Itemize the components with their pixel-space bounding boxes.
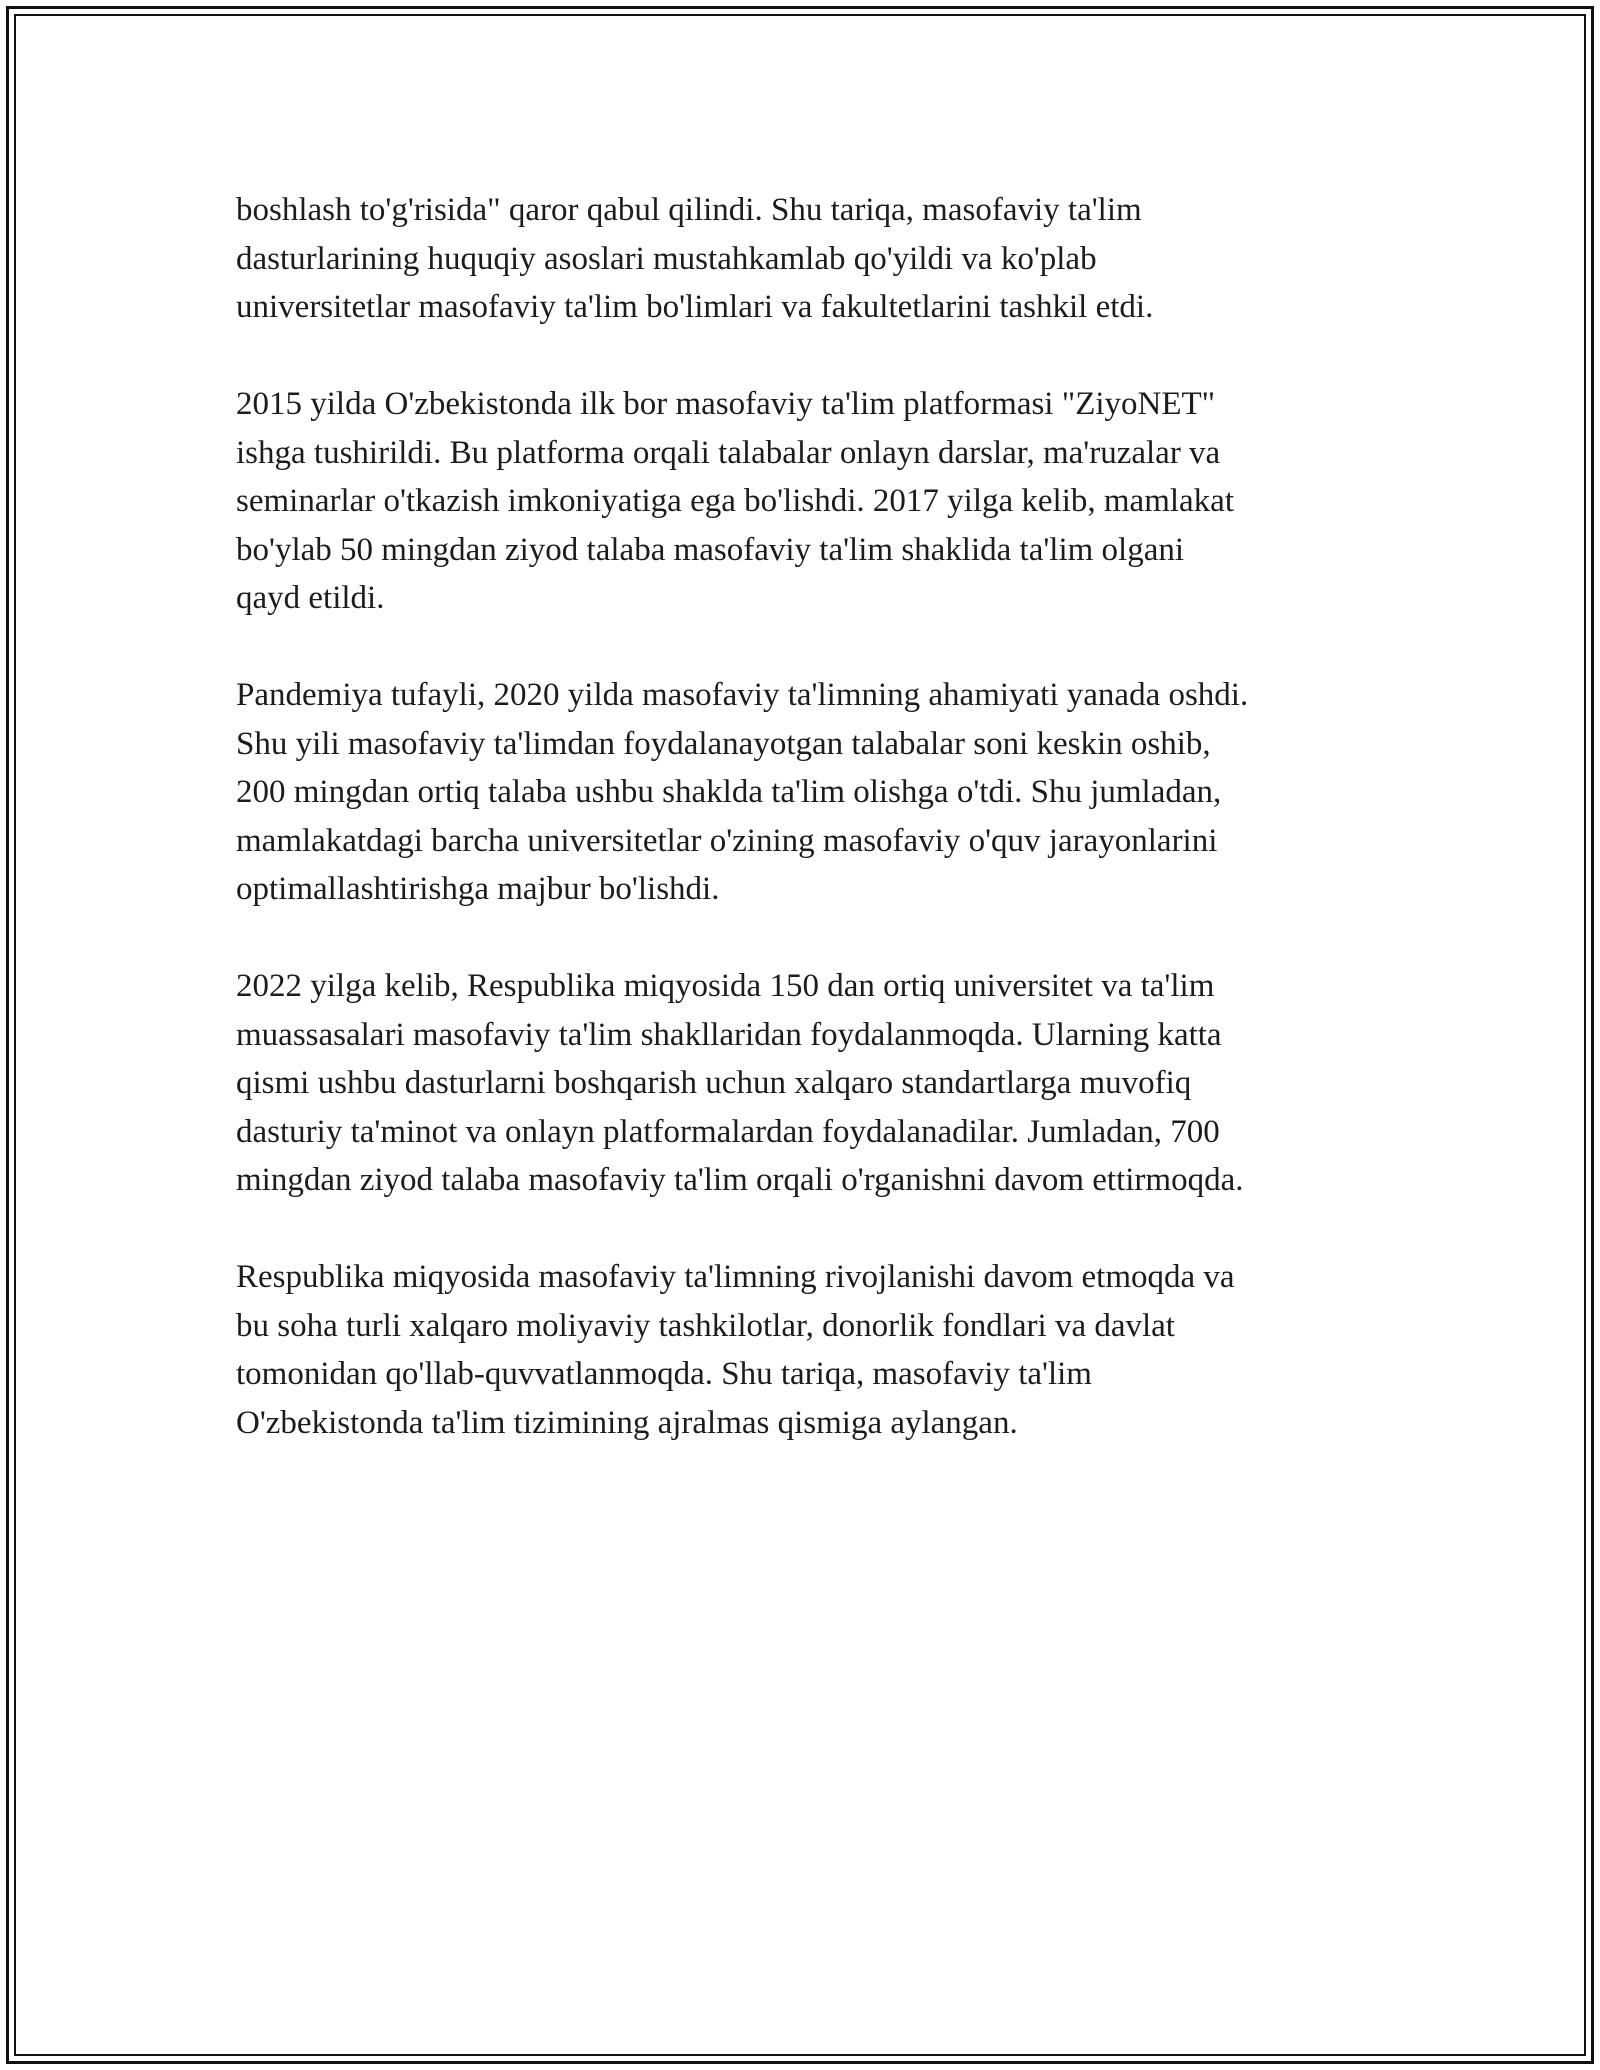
paragraph-line: mamlakatdagi barcha universitetlar o'zining masofaviy o'quv jarayonlarini — [236, 822, 1218, 859]
paragraph-line: boshlash to'g'risida" qaror qabul qilindi. Shu tariqa, masofaviy ta'lim — [236, 192, 1142, 228]
paragraph-line: O'zbekistonda ta'lim tizimining ajralmas qismiga aylangan. — [236, 1404, 1018, 1441]
paragraph-line: qayd etildi. — [236, 580, 385, 616]
paragraph-line: 200 mingdan ortiq talaba ushbu shaklda ta'lim olishga o'tdi. Shu jumladan, — [236, 774, 1222, 810]
paragraph-line: qismi ushbu dasturlarni boshqarish uchun xalqaro standartlarga muvofiq — [236, 1065, 1192, 1101]
paragraph-line: optimallashtirishga majbur bo'lishdi. — [236, 871, 720, 907]
paragraph-line: tomonidan qo'llab-quvvatlanmoqda. Shu tariqa, masofaviy ta'lim — [236, 1356, 1092, 1392]
document-body — [236, 186, 1386, 1496]
paragraph-line: 2022 yilga kelib, Respublika miqyosida 150 dan ortiq universitet va ta'lim — [236, 968, 1215, 1004]
paragraph-4 — [236, 962, 1386, 1205]
paragraph-line: bo'ylab 50 mingdan ziyod talaba masofaviy ta'lim shaklida ta'lim olgani — [236, 531, 1185, 568]
paragraph-line: seminarlar o'tkazish imkoniyatiga ega bo'lishdi. 2017 yilga kelib, mamlakat — [236, 483, 1234, 519]
paragraph-line: bu soha turli xalqaro moliyaviy tashkilotlar, donorlik fondlari va davlat — [236, 1307, 1175, 1344]
paragraph-line: muassasalari masofaviy ta'lim shakllaridan foydalanmoqda. Ularning katta — [236, 1016, 1222, 1053]
paragraph-line: dasturlarining huquqiy asoslari mustahkamlab qo'yildi va ko'plab — [236, 240, 1097, 277]
paragraph-line: 2015 yilda O'zbekistonda ilk bor masofaviy ta'lim platformasi "ZiyoNET" — [236, 386, 1216, 422]
paragraph-line: mingdan ziyod talaba masofaviy ta'lim orqali o'rganishni davom ettirmoqda. — [236, 1162, 1244, 1198]
paragraph-3 — [236, 671, 1386, 914]
paragraph-1 — [236, 186, 1386, 332]
paragraph-line: ishga tushirildi. Bu platforma orqali talabalar onlayn darslar, ma'ruzalar va — [236, 434, 1221, 471]
paragraph-line: Shu yili masofaviy ta'limdan foydalanayotgan talabalar soni keskin oshib, — [236, 725, 1211, 762]
paragraph-5 — [236, 1253, 1386, 1447]
paragraph-line: universitetlar masofaviy ta'lim bo'limlari va fakultetlarini tashkil etdi. — [236, 289, 1154, 325]
paragraph-line: Pandemiya tufayli, 2020 yilda masofaviy ta'limning ahamiyati yanada oshdi. — [236, 677, 1249, 713]
paragraph-line: Respublika miqyosida masofaviy ta'limning rivojlanishi davom etmoqda va — [236, 1259, 1235, 1295]
paragraph-line: dasturiy ta'minot va onlayn platformalardan foydalanadilar. Jumladan, 700 — [236, 1113, 1220, 1150]
paragraph-2 — [236, 380, 1386, 623]
